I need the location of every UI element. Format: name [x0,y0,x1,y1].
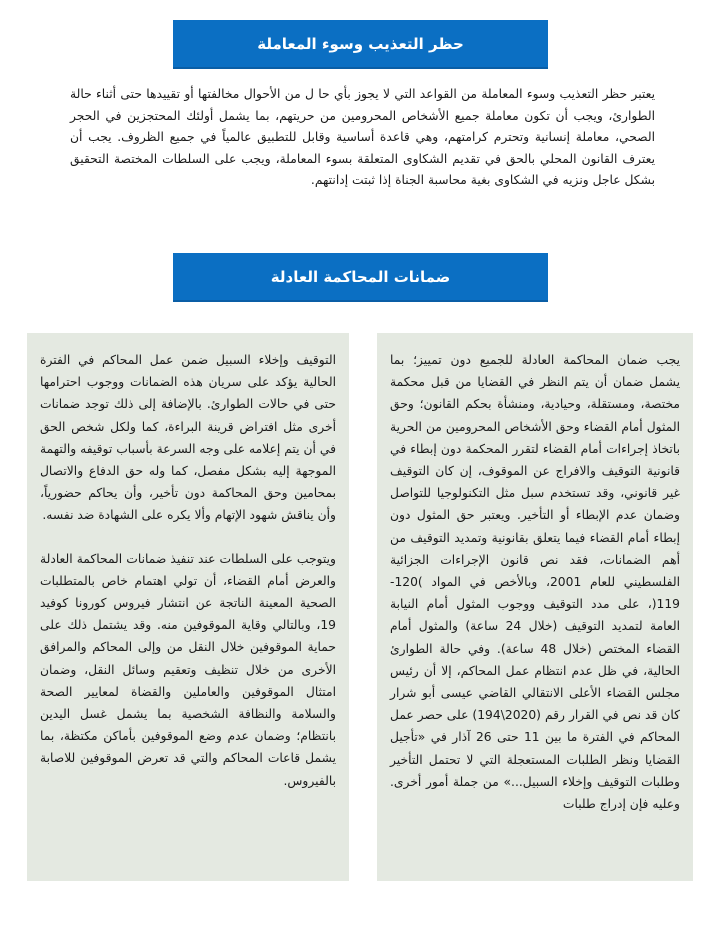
health-requirements-paragraph: ويتوجب على السلطات عند تنفيذ ضمانات المحاكمة العادلة والعرض أمام القضاء، أن تولي اهتمام خاص بالمتطلبات الصحية المعينة الناتجة عن انتشار فيروس كورونا كوفيد 19، وبالتالي وقاية الموقوفين منه. وقد يشتمل ذلك على حماية الموقوفين خلال النقل من وإلى المحاكم والمرافق الأخرى من خلال تنظيف وتعقيم وسائل النقل، وضمان امتثال الموقوفين والعاملين والقضاة لمعايير الصحة والسلامة والنظافة الشخصية بما يشمل غسل اليدين بانتظام؛ وضمان عدم وضع الموقوفين بأماكن مكتظة، بما يشمل قاعات المحاكم والتي قد تعرض الموقوفين للاصابة بالفيروس. [40,551,336,788]
torture-prohibition-paragraph: يعتبر حظر التعذيب وسوء المعاملة من القواعد التي لا يجوز بأي حا ل من الأحوال مخالفتها أو تقييدها حتى أثناء حالة الطوارئ، ويجب أن تكون معاملة جميع الأشخاص المحرومين من حريتهم، بما يشمل أولئك المحتجزين في الحجر الصحي، معاملة إنسانية وتحترم كرامتهم، وهي قاعدة أساسية وقابل للتطبيق عالمياً في جميع الظروف. يجب أن يعترف القانون المحلي بالحق في تقديم الشكاوى المتعلقة بسوء المعاملة، ويجب على السلطات المختصة التحقيق بشكل عاجل ونزيه في الشكاوى بغية محاسبة الجناة إذا ثبتت إدانتهم. [70,87,655,188]
fair-trial-paragraph: التوقيف وإخلاء السبيل ضمن عمل المحاكم في الفترة الحالية يؤكد على سريان هذه الضمانات ووجوب احترامها حتى في حالات الطوارئ. بالإضافة إلى ذلك توجد ضمانات أخرى مثل افتراض قرينة البراءة، كما ولكل شخص الحق في أن يتم إعلامه على وجه السرعة بأسباب توقيفه والتهمة الموجهة إليه بشكل مفصل، كما وله حق الدفاع والاتصال بمحامين وحق المحاكمة دون تأخير، وأن يحاكم حضورياً، وأن يناقش شهود الإتهام وألا يكره على الشهادة ضد نفسه. [40,353,336,523]
fair-trial-paragraph: يجب ضمان المحاكمة العادلة للجميع دون تمييز؛ بما يشمل ضمان أن يتم النظر في القضايا من قبل محكمة مختصة، ومستقلة، وحيادية، ومنشأة بحكم القانون؛ وحق المثول أمام القضاء وحق الأشخاص المحرومين من الحرية باتخاذ إجراءات أمام القضاء لتقرر المحكمة دون إبطاء في قانونية التوقيف والافراج عن الموقوف، إن كان التوقيف غير قانوني، وقد تستخدم سبل مثل التكنولوجيا للتواصل وضمان عدم الإبطاء أو التأخير. ويعتبر حق المثول دون إبطاء أمام القضاء فيما يتعلق بقانونية وتمديد التوقيف من أهم الضمانات، فقد نص قانون الإجراءات الجزائية الفلسطيني للعام 2001، وبالأخص في المواد )120-119(، على مدد التوقيف ووجوب المثول أمام النيابة العامة لتمديد التوقيف (خلال 24 ساعة) والمثول أمام القضاء المختص (خلال 48 ساعة). وفي حالة الطوارئ الحالية، في ظل عدم انتظام عمل المحاكم، إلا أن رئيس مجلس القضاء الأعلى الانتقالي القاضي عيسى أبو شرار كان قد نص في القرار رقم (2020\194) على حصر عمل المحاكم في الفترة ما بين 11 حتى 26 آذار في «تأجيل القضايا ونظر الطلبات المستعجلة التي لا تحتمل التأخير وطلبات التوقيف وإخلاء السبيل...» من جملة أمور أخرى. وعليه فإن إدراج طلبات [390,353,680,812]
section-heading-torture-prohibition [173,20,548,69]
section-heading-text: ضمانات المحاكمة العادلة [270,267,451,286]
fair-trial-column-left [27,333,349,881]
section-heading-text: حظر التعذيب وسوء المعاملة [257,34,464,53]
fair-trial-column-right [377,333,693,881]
section-heading-fair-trial [173,253,548,302]
